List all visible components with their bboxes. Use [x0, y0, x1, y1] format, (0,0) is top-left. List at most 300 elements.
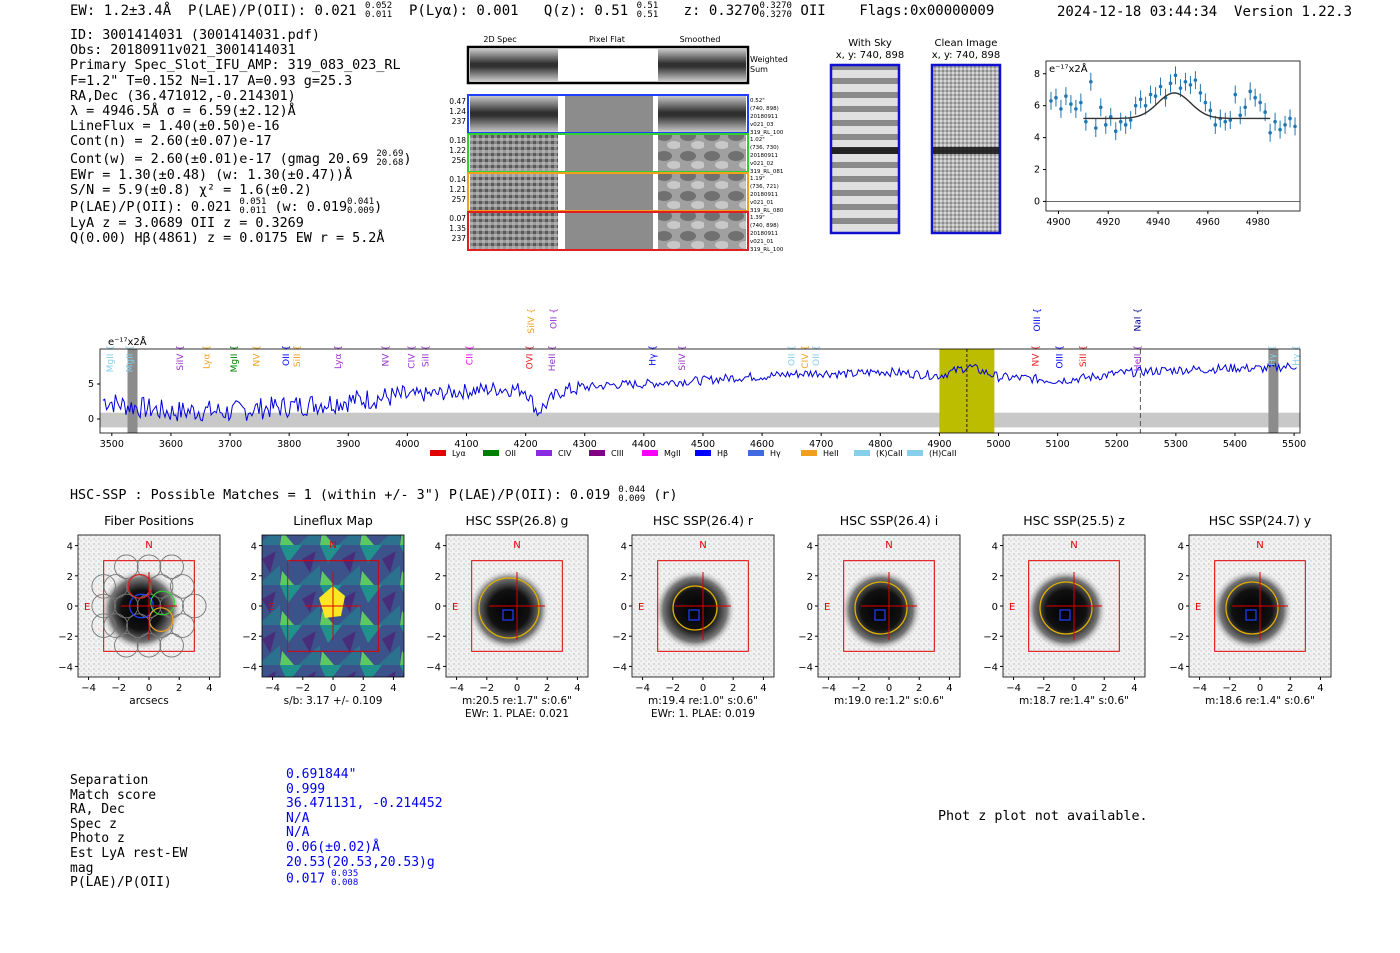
match-value: N/A: [286, 825, 310, 841]
zoom-point: [1194, 78, 1198, 82]
match-value: 0.017 0.035 0.008: [286, 869, 359, 889]
cutout-flat: [565, 213, 653, 249]
panel-caption: m:18.6 re:1.4" s:0.6": [1205, 695, 1315, 707]
emission-line-label: CII {: [465, 345, 476, 366]
info-lya: LyA z = 3.0689 OII z = 0.3269: [70, 216, 304, 232]
cutout-right-label: 1.39": [750, 215, 765, 221]
info-contn: Cont(n) = 2.60(±0.07)e-17: [70, 134, 272, 150]
spectrum-xtick: 3700: [217, 439, 243, 450]
panel-xtick: −4: [1006, 683, 1021, 694]
cutout-right-label: 319_RL_100: [750, 130, 784, 136]
panel-title: HSC SSP(24.7) y: [1208, 513, 1312, 528]
weighted-spec: [470, 49, 558, 81]
cutout-smooth: [658, 174, 746, 210]
spectrum-xtick: 4400: [631, 439, 656, 450]
panel-caption: arcsecs: [129, 695, 169, 707]
emission-line-label: Lyα {: [202, 345, 213, 370]
cutout-spec: [470, 135, 558, 171]
panel-xtick: 4: [946, 683, 953, 694]
panel-xtick: 0: [699, 683, 707, 694]
panel-ytick: 2: [620, 571, 627, 583]
spectrum-xtick: 5000: [986, 439, 1011, 450]
spectrum-xtick: 4000: [395, 439, 420, 450]
spectrum-xtick: 3800: [277, 439, 302, 450]
qz-value: Q(z): 0.51: [543, 3, 629, 19]
spectrum-chart: [70, 270, 1320, 470]
galaxy-blob: [101, 570, 181, 650]
cutout-right-label: 20180911: [750, 114, 778, 120]
panel-ytick: 0: [66, 602, 73, 613]
east-label: E: [268, 602, 275, 613]
zoom-xtick: 4920: [1096, 217, 1121, 228]
emission-line-label: NV {: [252, 345, 263, 367]
zoom-point: [1134, 104, 1138, 108]
clean-title: Clean Image: [934, 38, 998, 49]
zoom-point: [1258, 101, 1262, 105]
cutout-left-label: 1.21: [449, 185, 466, 194]
emission-line-label: SiIV {: [175, 345, 186, 371]
legend-label: (H)CaII: [929, 449, 957, 458]
panel-xtick: 2: [1101, 683, 1108, 694]
emission-line-label: Hγ {: [648, 345, 659, 366]
emission-line-label: Hγ {: [1268, 345, 1279, 366]
emission-line-label: NaI {: [1133, 308, 1144, 332]
panel-ytick: 2: [806, 571, 813, 583]
panel-ytick: 0: [434, 602, 441, 613]
zoom-ytick: 0: [1033, 196, 1040, 208]
emission-line-label: OIII {: [1055, 345, 1066, 369]
panel-ytick: 2: [250, 571, 257, 583]
zoom-point: [1154, 94, 1158, 98]
spectrum-ytick: 0: [87, 414, 94, 425]
emission-line-label: NV {: [1031, 345, 1042, 367]
zoom-ytick: 4: [1033, 132, 1040, 144]
cutout-right-label: v021_03: [750, 122, 774, 128]
hsc-summary: HSC-SSP : Possible Matches = 1 (within +/- 3") P(LAE)/P(OII): 0.019 0.044 0.009 (r): [70, 485, 678, 504]
plae-header: P(LAE)/P(OII): 0.021: [188, 3, 357, 19]
cutout-left-label: 0.18: [449, 136, 466, 145]
cutout-right-label: 20180911: [750, 192, 778, 198]
line-fit-ylabel: e⁻¹⁷x2Å: [1049, 64, 1088, 75]
plya-value: P(Lyα): 0.001: [408, 3, 519, 19]
cutout-right-label: 1.02": [750, 137, 765, 143]
weighted-smooth: [658, 49, 746, 81]
zoom-point: [1184, 80, 1188, 84]
info-obs: Obs: 20180911v021_3001414031: [70, 43, 296, 59]
info-plae: P(LAE)/P(OII): 0.021 0.051 0.011 (w: 0.0190.041 0.009): [70, 197, 383, 217]
match-value: N/A: [286, 810, 310, 826]
legend-swatch: [589, 450, 605, 456]
match-label: Photo z: [70, 831, 125, 847]
panel-xtick: 4: [760, 683, 767, 694]
cutout-right-label: (740, 898): [750, 106, 779, 112]
zoom-point: [1253, 96, 1257, 100]
east-label: E: [638, 602, 645, 613]
panel-xtick: −2: [111, 683, 127, 694]
spectrum-ylabel: e⁻¹⁷x2Å: [108, 337, 147, 348]
legend-label: (K)CaII: [876, 449, 903, 458]
spectrum-xtick: 5100: [1045, 439, 1070, 450]
z-line: OII: [800, 3, 826, 19]
cutout-grid: [440, 30, 800, 260]
hsc-plae-range: 0.044 0.009: [618, 485, 646, 504]
panel-xtick: 0: [1256, 683, 1264, 694]
panel-xtick: −2: [1222, 683, 1238, 694]
legend-label: CIV: [558, 449, 572, 458]
header-summary: [70, 2, 994, 20]
match-label: P(LAE)/P(OII): [70, 875, 172, 891]
north-label: N: [885, 540, 893, 551]
emission-line-label: MgII {: [125, 345, 136, 373]
panel-ytick: 0: [806, 602, 813, 613]
spectrum-xtick: 4900: [927, 439, 952, 450]
panel-ytick: 2: [66, 571, 73, 583]
zoom-point: [1079, 101, 1083, 105]
match-label: Match score: [70, 787, 157, 803]
cutout-right-label: 319_RL_100: [750, 247, 784, 253]
legend-label: OII: [505, 449, 517, 458]
zoom-point: [1243, 105, 1247, 109]
clean-coords: x, y: 740, 898: [931, 50, 1001, 61]
zoom-xtick: 4940: [1145, 217, 1171, 228]
spectrum-xtick: 3600: [158, 439, 184, 450]
emission-line-label: OVI {: [525, 345, 536, 370]
zoom-point: [1104, 123, 1108, 127]
cutout-right-label: 20180911: [750, 153, 778, 159]
cutout-right-label: v021_01: [750, 239, 774, 245]
zoom-point: [1288, 117, 1292, 121]
zoom-point: [1064, 94, 1068, 98]
cutout-right-label: 319_RL_080: [750, 208, 784, 214]
spectrum-xtick: 5500: [1281, 439, 1307, 450]
match-label: Separation: [70, 773, 149, 788]
legend-swatch: [430, 450, 446, 456]
emission-line-label: OII {: [549, 308, 560, 329]
panel-xtick: 4: [1131, 683, 1138, 694]
with-sky-title: With Sky: [848, 38, 892, 49]
emission-line-label: Hγ {: [1291, 345, 1302, 366]
east-label: E: [1009, 602, 1016, 613]
emission-line-label: Lyα {: [334, 345, 345, 370]
cutout-left-label: 1.22: [449, 146, 466, 155]
emission-line-label: MgII {: [106, 345, 117, 373]
cutout-left-label: 257: [451, 195, 466, 204]
cutout-left-label: 0.47: [449, 97, 466, 106]
info-lineflux: LineFlux = 1.40(±0.50)e-16: [70, 119, 280, 135]
emission-line-label: OII {: [787, 345, 798, 366]
panel-xtick: 4: [574, 683, 581, 694]
panel-xtick: 2: [176, 683, 183, 694]
spectrum-xtick: 4200: [513, 439, 538, 450]
east-label: E: [452, 602, 459, 613]
panel-ytick: 4: [1177, 541, 1184, 553]
cutout-right-label: v021_01: [750, 200, 774, 206]
north-label: N: [1256, 540, 1264, 551]
panel-caption: m:19.0 re:1.2" s:0.6": [834, 695, 944, 707]
zoom-point: [1233, 93, 1237, 97]
panel-xtick: −2: [479, 683, 495, 694]
north-label: N: [699, 540, 707, 551]
panel-title: HSC SSP(26.4) i: [839, 513, 939, 528]
panel-xtick: 0: [885, 683, 893, 694]
cutout-left-label: 1.35: [449, 224, 466, 233]
east-label: E: [824, 602, 831, 613]
zoom-point: [1094, 126, 1098, 130]
zoom-point: [1238, 113, 1242, 117]
match-value: 0.691844": [286, 767, 357, 782]
spectrum-xtick: 4600: [749, 439, 775, 450]
panel-xtick: −4: [81, 683, 96, 694]
legend-swatch: [483, 450, 499, 456]
zoom-point: [1124, 123, 1128, 127]
zoom-point: [1169, 82, 1173, 86]
match-value: 0.999: [286, 781, 326, 797]
spectrum-xtick: 3900: [336, 439, 361, 450]
zoom-point: [1129, 118, 1133, 122]
cutout-right-label: 0.52": [750, 98, 765, 104]
panel-caption: m:20.5 re:1.7" s:0.6": [462, 695, 572, 707]
line-fit-chart: [1030, 55, 1340, 235]
plae-header-range: 0.052 0.011: [365, 1, 393, 20]
spectrum-ytick: 5: [87, 379, 94, 390]
info-q: Q(0.00) Hβ(4861) z = 0.0175 EW r = 5.2Å: [70, 231, 385, 247]
match-values: [286, 768, 443, 888]
info-fit: F=1.2" T=0.152 N=1.17 A=0.93 g=25.3: [70, 73, 353, 89]
legend-swatch: [801, 450, 817, 456]
panel-caption: EWr: 1. PLAE: 0.021: [464, 708, 570, 720]
cutout-left-label: 0.14: [449, 175, 466, 184]
match-value: 36.471131, -0.214452: [286, 796, 443, 812]
zoom-point: [1293, 125, 1297, 129]
panel-ytick: −4: [612, 662, 627, 674]
spectrum-line: [103, 363, 1297, 421]
panel-caption: s/b: 3.17 +/- 0.109: [283, 695, 383, 707]
emission-line-label: OII {: [282, 345, 293, 366]
z-range: 0.3270 0.3270: [759, 1, 792, 20]
match-labels: [70, 774, 187, 891]
spectrum-xtick: 5400: [1222, 439, 1248, 450]
panel-caption: EWr: 1. PLAE: 0.019: [650, 708, 756, 720]
zoom-point: [1268, 131, 1272, 135]
east-label: E: [84, 602, 91, 613]
spectrum-xtick: 4300: [572, 439, 597, 450]
cutout-right-label: 20180911: [750, 231, 778, 237]
zoom-ytick: 8: [1033, 68, 1040, 80]
panel-title: HSC SSP(25.5) z: [1023, 513, 1125, 528]
cutout-right-label: (736, 730): [750, 145, 779, 151]
cutout-flat: [565, 96, 653, 132]
datetime: 2024-12-18 03:44:34: [1057, 4, 1218, 20]
cutout-right-label: (736, 721): [750, 184, 779, 190]
zoom-point: [1119, 120, 1123, 124]
cutout-spec: [470, 213, 558, 249]
emission-line-label: SiII {: [1079, 345, 1090, 368]
info-radec: RA,Dec (36.471012,-0.214301): [70, 88, 296, 104]
north-label: N: [1070, 540, 1078, 551]
panel-xtick: 2: [916, 683, 923, 694]
panel-ytick: 2: [434, 571, 441, 583]
panel-xtick: 2: [544, 683, 551, 694]
panel-xtick: 0: [329, 683, 337, 694]
emission-line-label: CIV {: [801, 345, 812, 369]
cutout-flat: [565, 174, 653, 210]
zoom-point: [1144, 104, 1148, 108]
zoom-point: [1248, 90, 1252, 94]
panel-ytick: −4: [58, 662, 73, 674]
panel-ytick: −2: [58, 632, 73, 644]
zoom-point: [1069, 102, 1073, 106]
panel-xtick: −4: [821, 683, 836, 694]
spectrum-xtick: 5200: [1104, 439, 1129, 450]
panel-ytick: 4: [250, 541, 257, 553]
zoom-point: [1159, 85, 1163, 89]
east-label: E: [1195, 602, 1202, 613]
panel-xtick: −4: [265, 683, 280, 694]
panel-ytick: 2: [991, 571, 998, 583]
match-label: Spec z: [70, 816, 117, 832]
emission-line-label: OII {: [811, 345, 822, 366]
legend-label: HeII: [823, 449, 839, 458]
match-label: mag: [70, 860, 94, 876]
cutout-spec: [470, 96, 558, 132]
panel-title: HSC SSP(26.4) r: [652, 513, 754, 528]
cutout-flat: [565, 135, 653, 171]
zoom-ytick: 2: [1033, 164, 1040, 176]
zoom-point: [1223, 120, 1227, 124]
panel-ytick: −4: [983, 662, 998, 674]
zoom-xtick: 4900: [1046, 217, 1071, 228]
panel-xtick: 0: [513, 683, 521, 694]
panel-xtick: −2: [851, 683, 867, 694]
north-label: N: [329, 540, 337, 551]
panel-xtick: 0: [1070, 683, 1078, 694]
panel-ytick: 0: [991, 602, 998, 613]
panel-ytick: −2: [1169, 632, 1184, 644]
flags: Flags:0x00000009: [859, 3, 995, 19]
cutout-smooth: [658, 96, 746, 132]
version: Version 1.22.3: [1234, 4, 1353, 20]
emission-line-label: NV {: [381, 345, 392, 367]
match-value: 0.06(±0.02)Å: [286, 839, 380, 855]
zoom-point: [1089, 80, 1093, 84]
cutout-left-label: 0.07: [449, 214, 466, 223]
zoom-point: [1283, 123, 1287, 127]
zoom-point: [1273, 120, 1277, 124]
with-sky-coords: x, y: 740, 898: [835, 50, 905, 61]
legend-swatch: [695, 450, 711, 456]
cutout-left-label: 1.24: [449, 107, 466, 116]
emission-line-label: SiII {: [292, 345, 303, 368]
cutout-left-label: 237: [451, 234, 466, 243]
cutout-smooth: [658, 213, 746, 249]
panel-title: Fiber Positions: [104, 513, 194, 528]
panel-xtick: 0: [145, 683, 153, 694]
weighted-label: Weighted: [750, 55, 788, 64]
emission-line-label: HeII {: [1133, 345, 1144, 372]
panel-caption: m:18.7 re:1.4" s:0.6": [1019, 695, 1129, 707]
cutout-col-title: Smoothed: [679, 35, 721, 44]
panel-ytick: −2: [612, 632, 627, 644]
zoom-point: [1114, 129, 1118, 133]
emission-line-label: SiIV {: [678, 345, 689, 371]
panel-title: HSC SSP(26.8) g: [465, 513, 569, 528]
panel-xtick: −2: [1036, 683, 1052, 694]
detection-info: [70, 28, 412, 246]
zoom-point: [1189, 83, 1193, 87]
panel-ytick: 0: [250, 602, 257, 613]
match-label: RA, Dec: [70, 802, 125, 818]
info-ewr: EWr = 1.30(±0.48) (w: 1.30(±0.47))Å: [70, 167, 353, 183]
panel-ytick: 4: [620, 541, 627, 553]
qz-range: 0.51 0.51: [636, 1, 659, 20]
panel-xtick: 4: [390, 683, 397, 694]
emission-line-label: OIII {: [1032, 308, 1043, 332]
zoom-point: [1099, 105, 1103, 109]
info-id: ID: 3001414031 (3001414031.pdf): [70, 28, 320, 43]
photz-note: Phot z plot not available.: [938, 809, 1148, 824]
legend-label: Lyα: [452, 449, 466, 458]
zoom-point: [1049, 99, 1053, 103]
spectrum-xtick: 3500: [99, 439, 124, 450]
emission-line-label: CIV {: [407, 345, 418, 369]
panel-ytick: −2: [242, 632, 257, 644]
panel-caption: m:19.4 re:1.0" s:0.6": [648, 695, 758, 707]
cutout-right-label: 1.19": [750, 176, 765, 182]
info-primary: Primary Spec_Slot_IFU_AMP: 319_083_023_RL: [70, 58, 401, 74]
emission-line-label: SiIV {: [526, 308, 537, 334]
zoom-point: [1179, 86, 1183, 90]
zoom-point: [1204, 101, 1208, 105]
line-fit-frame: [1046, 61, 1300, 211]
panel-ytick: −2: [798, 632, 813, 644]
zoom-point: [1149, 93, 1153, 97]
spectrum-xtick: 5300: [1163, 439, 1188, 450]
spectrum-xtick: 4500: [690, 439, 716, 450]
panel-ytick: 4: [806, 541, 813, 553]
cutout-spec: [470, 174, 558, 210]
info-contw: Cont(w) = 2.60(±0.01)e-17 (gmag 20.69 20.69 20.68): [70, 148, 412, 168]
spectrum-xtick: 4100: [454, 439, 479, 450]
zoom-point: [1139, 97, 1143, 101]
panel-ytick: 0: [620, 602, 627, 613]
panel-xtick: 2: [360, 683, 367, 694]
panel-ytick: −4: [242, 662, 257, 674]
zoom-point: [1084, 120, 1088, 124]
info-lambda: λ = 4946.5Å σ = 6.59(±2.12)Å: [70, 104, 296, 120]
emission-line-label: MgII {: [230, 345, 241, 373]
zoom-point: [1199, 91, 1203, 95]
legend-label: Hβ: [717, 449, 729, 458]
emission-line-label: SiII {: [421, 345, 432, 368]
zoom-point: [1263, 110, 1267, 114]
zoom-point: [1214, 123, 1218, 127]
legend-label: MgII: [664, 449, 681, 458]
legend-label: Hγ: [770, 449, 781, 458]
panel-ytick: −2: [983, 632, 998, 644]
cutout-col-title: Pixel Flat: [589, 35, 625, 44]
panel-ytick: 4: [66, 541, 73, 553]
panel-ytick: 2: [1177, 571, 1184, 583]
zoom-point: [1074, 107, 1078, 111]
zoom-point: [1209, 109, 1213, 113]
panel-ytick: 4: [434, 541, 441, 553]
panel-ytick: −4: [426, 662, 441, 674]
panel-xtick: 2: [730, 683, 737, 694]
cutout-right-label: 319_RL_081: [750, 169, 784, 175]
legend-swatch: [748, 450, 764, 456]
cutout-right-label: v021_02: [750, 161, 774, 167]
emission-line-label: HeII {: [548, 345, 559, 372]
